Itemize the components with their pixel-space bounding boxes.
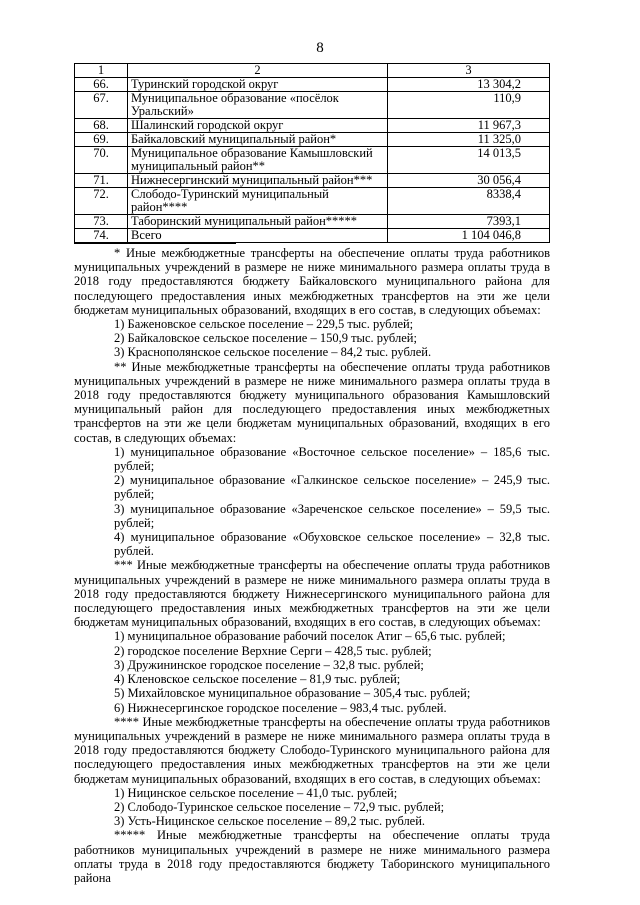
column-header-value: 3 bbox=[388, 64, 550, 78]
table-row bbox=[75, 119, 550, 133]
row-name: Слободо-Туринский муниципальный район**** bbox=[128, 188, 388, 215]
footnote-paragraph: ** Иные межбюджетные трансферты на обеспечение оплаты труда работников муниципальных учреждений в размере не ниже минимального размера оплаты труда в 2018 году предоставляются бюджету муниципального образования Камышловский муниципальный район для последующего предоставления иных межбюджетных трансфертов на эти же цели бюджетам муниципальных образований, входящих в его состав, в следующих объемах: bbox=[74, 359, 550, 445]
footnote-list-item: 1) муниципальное образование «Восточное сельское поселение» – 185,6 тыс. рублей; bbox=[114, 444, 550, 474]
row-value: 30 056,4 bbox=[388, 174, 550, 188]
row-number: 73. bbox=[75, 215, 128, 229]
row-name: Всего bbox=[128, 229, 388, 243]
footnote-list-item: 2) городское поселение Верхние Серги – 428,5 тыс. рублей; bbox=[114, 643, 432, 658]
row-number: 74. bbox=[75, 229, 128, 243]
row-name: Нижнесергинский муниципальный район*** bbox=[128, 174, 388, 188]
footnote-paragraph: ***** Иные межбюджетные трансферты на обеспечение оплаты труда работников муниципальных учреждений в размере не ниже минимального размера оплаты труда в 2018 году предоставляются бюджету Таборинского муниципального района bbox=[74, 828, 550, 885]
footnote-list-item: 2) Слободо-Туринское сельское поселение – 72,9 тыс. рублей; bbox=[114, 799, 445, 814]
table-row bbox=[75, 133, 550, 147]
row-value: 14 013,5 bbox=[388, 147, 550, 174]
footnote-paragraph: * Иные межбюджетные трансферты на обеспечение оплаты труда работников муниципальных учреждений в размере не ниже минимального размера оплаты труда в 2018 году предоставляются бюджету Байкаловского муниципального района для последующего предоставления иных межбюджетных трансфертов на эти же цели бюджетам муниципальных образований, входящих в его состав, в следующих объемах: bbox=[74, 246, 550, 317]
footnote-paragraph: *** Иные межбюджетные трансферты на обеспечение оплаты труда работников муниципальных учреждений в размере не ниже минимального размера оплаты труда в 2018 году предоставляются бюджету Нижнесергинского муниципального района для последующего предоставления иных межбюджетных трансфертов на эти же цели бюджетам муниципальных образований, входящих в его состав, в следующих объемах: bbox=[74, 558, 550, 630]
footnote-list-item: 3) муниципальное образование «Зареченское сельское поселение» – 59,5 тыс. рублей; bbox=[114, 501, 550, 530]
row-name: Таборинский муниципальный район***** bbox=[128, 215, 388, 229]
footnote-list-item: 3) Краснополянское сельское поселение – 84,2 тыс. рублей. bbox=[114, 345, 432, 360]
row-value: 110,9 bbox=[388, 92, 550, 119]
column-header-name: 2 bbox=[128, 64, 388, 78]
footnote-list-item: 4) Кленовское сельское поселение – 81,9 тыс. рублей; bbox=[114, 672, 401, 687]
table-row bbox=[75, 92, 550, 119]
row-name: Байкаловский муниципальный район* bbox=[128, 133, 388, 147]
footnote-list-item: 2) муниципальное образование «Галкинское сельское поселение» – 245,9 тыс. рублей; bbox=[114, 473, 550, 502]
row-value: 13 304,2 bbox=[388, 78, 550, 92]
page-number: 8 bbox=[316, 40, 324, 56]
row-number: 68. bbox=[75, 119, 128, 133]
footnote-separator bbox=[74, 243, 236, 244]
column-header-num: 1 bbox=[75, 64, 128, 78]
row-number: 66. bbox=[75, 78, 128, 92]
footnote-list-item: 3) Дружининское городское поселение – 32,8 тыс. рублей; bbox=[114, 657, 424, 672]
table-row bbox=[75, 229, 550, 243]
table-header-row bbox=[75, 64, 550, 78]
footnote-list-item: 1) Ницинское сельское поселение – 41,0 тыс. рублей; bbox=[114, 785, 398, 800]
budget-table bbox=[74, 63, 550, 243]
row-name: Туринский городской округ bbox=[128, 78, 388, 92]
row-value: 7393,1 bbox=[388, 215, 550, 229]
footnote-list-item: 1) муниципальное образование рабочий поселок Атиг – 65,6 тыс. рублей; bbox=[114, 629, 506, 644]
row-value: 11 967,3 bbox=[388, 119, 550, 133]
table-row bbox=[75, 174, 550, 188]
row-name: Шалинский городской округ bbox=[128, 119, 388, 133]
footnotes bbox=[74, 246, 550, 885]
table-row bbox=[75, 215, 550, 229]
row-name: Муниципальное образование «посёлок Уральский» bbox=[128, 92, 388, 119]
table-row bbox=[75, 147, 550, 174]
footnote-list-item: 1) Баженовское сельское поселение – 229,5 тыс. рублей; bbox=[114, 317, 414, 332]
row-value: 8338,4 bbox=[388, 188, 550, 215]
footnote-paragraph: **** Иные межбюджетные трансферты на обеспечение оплаты труда работников муниципальных учреждений в размере не ниже минимального размера оплаты труда в 2018 году предоставляются бюджету Слободо-Туринского муниципального района для последующего предоставления иных межбюджетных трансфертов на эти же цели бюджетам муниципальных образований, входящих в его состав, в следующих объемах: bbox=[74, 714, 550, 786]
footnote-list-item: 5) Михайловское муниципальное образование – 305,4 тыс. рублей; bbox=[114, 686, 471, 701]
footnote-list-item: 2) Байкаловское сельское поселение – 150,9 тыс. рублей; bbox=[114, 331, 417, 346]
table-row bbox=[75, 78, 550, 92]
row-number: 70. bbox=[75, 147, 128, 174]
row-number: 69. bbox=[75, 133, 128, 147]
footnote-list-item: 4) муниципальное образование «Обуховское сельское поселение» – 32,8 тыс. рублей. bbox=[114, 530, 550, 559]
row-name: Муниципальное образование Камышловский муниципальный район** bbox=[128, 147, 388, 174]
footnote-list-item: 6) Нижнесергинское городское поселение – 983,4 тыс. рублей. bbox=[114, 700, 447, 715]
row-number: 67. bbox=[75, 92, 128, 119]
table-row bbox=[75, 188, 550, 215]
row-value: 1 104 046,8 bbox=[388, 229, 550, 243]
row-number: 71. bbox=[75, 174, 128, 188]
footnote-list-item: 3) Усть-Ницинское сельское поселение – 89,2 тыс. рублей. bbox=[114, 814, 426, 829]
row-number: 72. bbox=[75, 188, 128, 215]
row-value: 11 325,0 bbox=[388, 133, 550, 147]
